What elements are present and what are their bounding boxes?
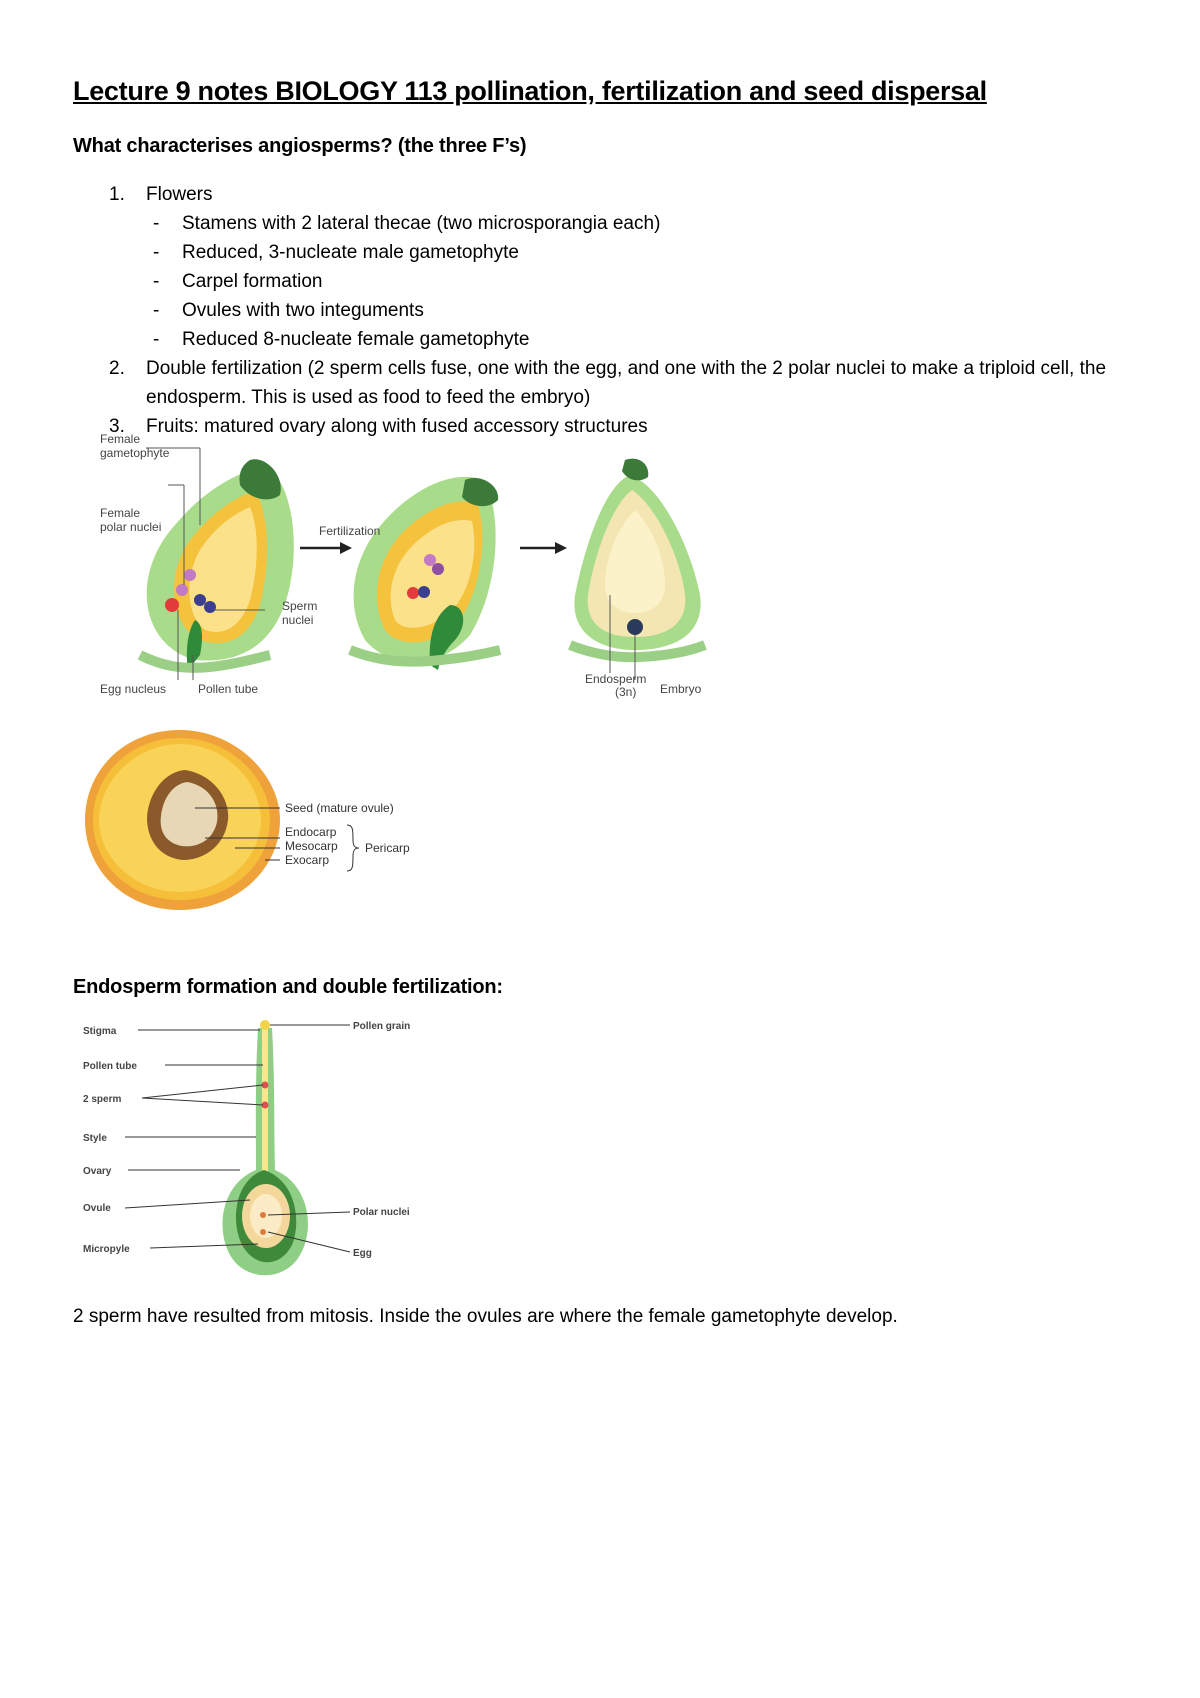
list-item-text: Flowers xyxy=(146,184,213,205)
sperm-nucleus-icon xyxy=(194,594,206,606)
sub-list-item-text: Stamens with 2 lateral thecae (two microsporangia each) xyxy=(182,213,661,234)
sub-list-item-text: Reduced, 3-nucleate male gametophyte xyxy=(182,242,519,263)
dash-bullet: - xyxy=(153,271,160,292)
dash-bullet: - xyxy=(153,242,160,263)
label-sperm-nuclei: Sperm xyxy=(282,599,318,613)
closing-paragraph: 2 sperm have resulted from mitosis. Inside the ovules are where the female gametophyte develop. xyxy=(73,1306,898,1327)
label-ovary: Ovary xyxy=(83,1166,112,1177)
pollen-grain-icon xyxy=(260,1020,270,1030)
label-pollen-grain: Pollen grain xyxy=(353,1021,411,1032)
sperm-nucleus-icon xyxy=(418,586,430,598)
polar-nucleus-icon xyxy=(432,563,444,575)
egg-nucleus-icon xyxy=(407,587,419,599)
sub-list-item-text: Reduced 8-nucleate female gametophyte xyxy=(182,329,530,350)
carpel-diagram-figure xyxy=(80,1020,420,1290)
fertilization-sequence-figure xyxy=(100,432,760,705)
sperm-nucleus-icon xyxy=(204,601,216,613)
label-stigma: Stigma xyxy=(83,1026,117,1037)
label-female-polar-nuclei: polar nuclei xyxy=(100,520,162,534)
label-pollen-tube: Pollen tube xyxy=(83,1061,137,1072)
list-item-text: Double fertilization (2 sperm cells fuse, one with the egg, and one with the 2 polar nuclei to make a triploid cell, the endosperm. This is used as food to feed the embryo) xyxy=(146,358,1107,408)
sub-list-item xyxy=(73,296,1153,325)
list-number: 3. xyxy=(109,416,125,437)
label-female-polar-nuclei: Female xyxy=(100,506,141,520)
list-item xyxy=(73,354,1153,412)
label-female-gametophyte: Female xyxy=(100,432,141,446)
page-title: Lecture 9 notes BIOLOGY 113 pollination, fertilization and seed dispersal xyxy=(73,76,987,106)
label-egg: Egg xyxy=(353,1248,372,1259)
label-embryo: Embryo xyxy=(660,682,702,696)
list-item xyxy=(73,180,1153,209)
label-egg-nucleus: Egg nucleus xyxy=(100,682,167,696)
dash-bullet: - xyxy=(153,329,160,350)
list-item xyxy=(73,412,1153,441)
fertilization-sequence-illustration xyxy=(100,432,760,705)
fruit-cross-section-illustration xyxy=(85,730,445,910)
label-micropyle: Micropyle xyxy=(83,1244,130,1255)
development-arrow xyxy=(520,542,567,554)
egg-icon xyxy=(260,1229,266,1235)
dash-bullet: - xyxy=(153,300,160,321)
fruit-cross-section-figure xyxy=(85,730,445,910)
label-mesocarp: Mesocarp xyxy=(285,839,338,853)
sub-list-item-text: Ovules with two integuments xyxy=(182,300,424,321)
label-style: Style xyxy=(83,1133,107,1144)
ovule-before-fertilization xyxy=(140,459,294,670)
section-heading-angiosperms: What characterises angiosperms? (the three F’s) xyxy=(73,135,527,157)
sub-list-item xyxy=(73,209,1153,238)
section-heading-endosperm: Endosperm formation and double fertilization: xyxy=(73,976,503,998)
characteristics-list xyxy=(73,180,1153,441)
list-item-text: Fruits: matured ovary along with fused accessory structures xyxy=(146,416,648,437)
label-pericarp: Pericarp xyxy=(365,841,410,855)
dash-bullet: - xyxy=(153,213,160,234)
sub-list-item xyxy=(73,267,1153,296)
label-exocarp: Exocarp xyxy=(285,853,330,867)
label-endosperm: Endosperm xyxy=(585,672,647,686)
polar-nucleus-icon xyxy=(184,569,196,581)
list-number: 1. xyxy=(109,184,125,205)
sub-list-item xyxy=(73,238,1153,267)
polar-nuclei-icon xyxy=(260,1212,266,1218)
ovule-during-fertilization xyxy=(350,477,500,670)
label-ovule: Ovule xyxy=(83,1203,111,1214)
list-number: 2. xyxy=(109,358,125,379)
figure-labels xyxy=(285,801,410,867)
label-seed: Seed (mature ovule) xyxy=(285,801,394,815)
label-pollen-tube: Pollen tube xyxy=(198,682,259,696)
polar-nucleus-icon xyxy=(424,554,436,566)
label-sperm-nuclei: nuclei xyxy=(282,613,314,627)
label-endocarp: Endocarp xyxy=(285,825,337,839)
label-fertilization: Fertilization xyxy=(319,524,381,538)
label-female-gametophyte: gametophyte xyxy=(100,446,170,460)
embryo-icon xyxy=(627,619,643,635)
sub-list-item-text: Carpel formation xyxy=(182,271,323,292)
fertilization-arrow xyxy=(300,542,352,554)
label-2-sperm: 2 sperm xyxy=(83,1094,122,1105)
label-polar-nuclei: Polar nuclei xyxy=(353,1207,410,1218)
sub-list-item xyxy=(73,325,1153,354)
egg-nucleus-icon xyxy=(165,598,179,612)
label-endosperm: (3n) xyxy=(615,685,637,699)
carpel-diagram-illustration xyxy=(80,1020,420,1290)
ovule-after-fertilization xyxy=(570,459,705,657)
polar-nucleus-icon xyxy=(176,584,188,596)
